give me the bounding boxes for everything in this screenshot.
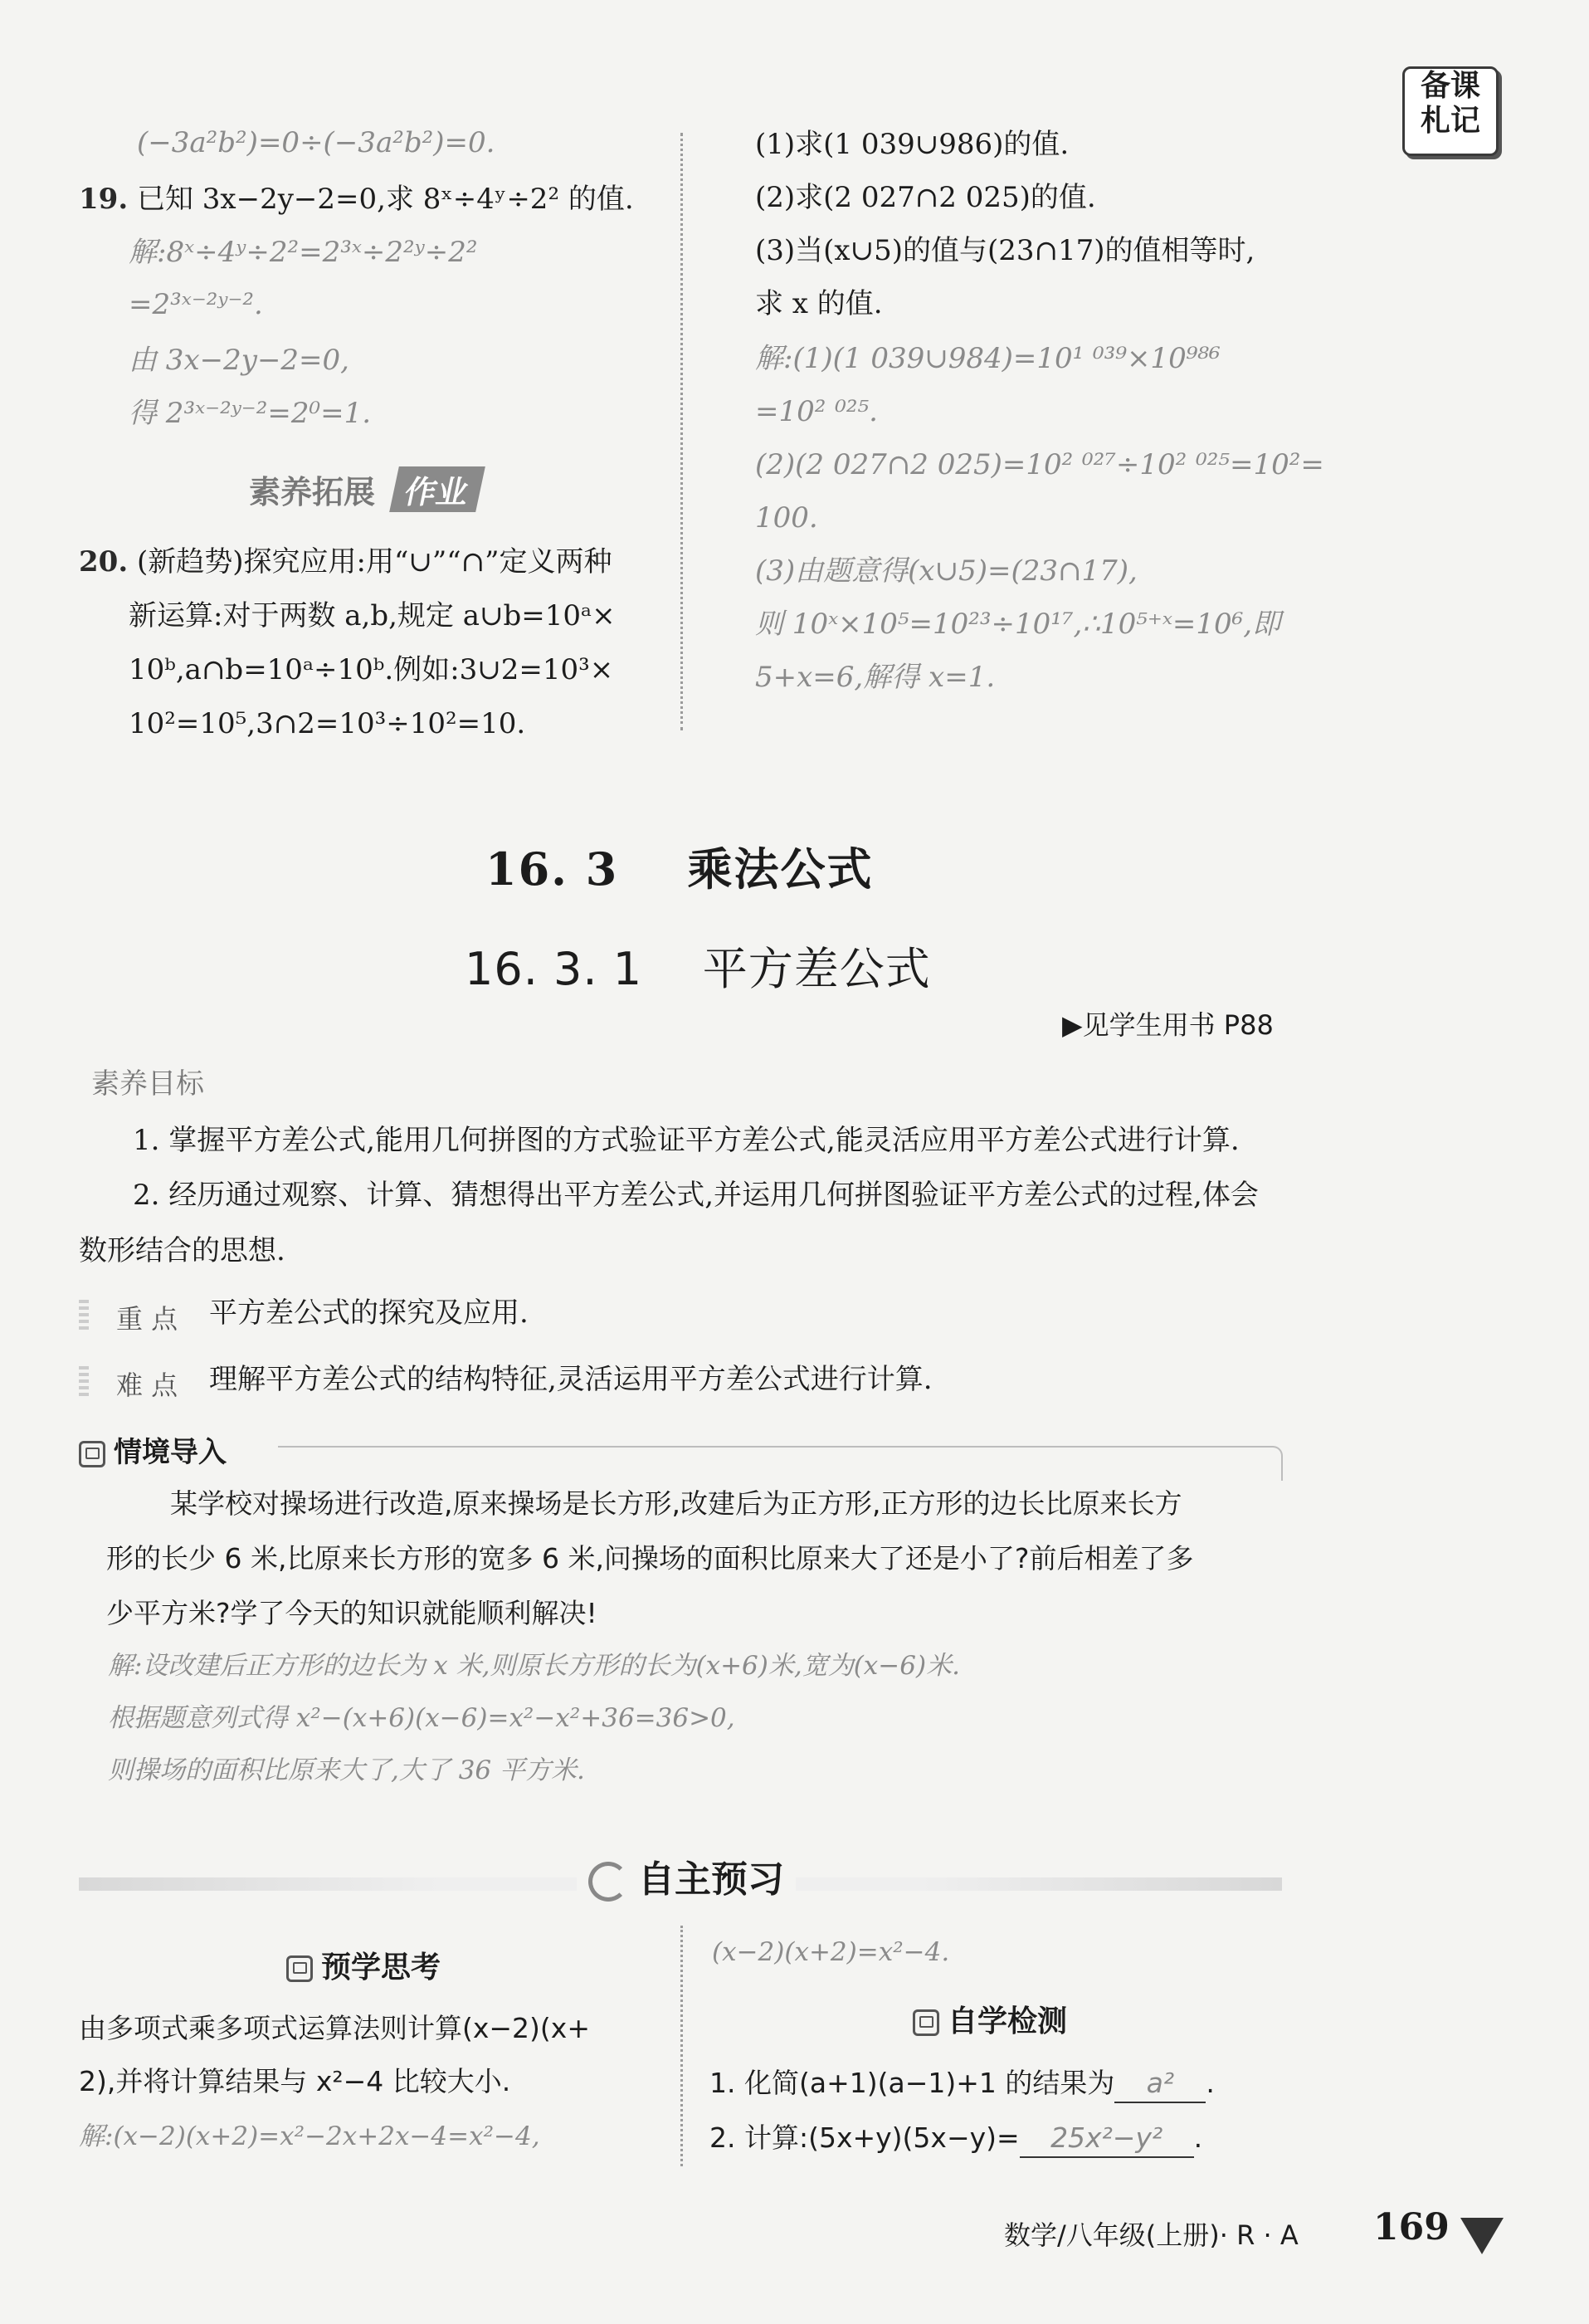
check-item-1	[709, 2065, 1215, 2103]
question-text-line: 10ᵇ,a∩b=10ᵃ÷10ᵇ.例如:3∪2=10³×	[129, 653, 614, 686]
check-item-text: 2. 计算:(5x+y)(5x−y)=	[709, 2121, 1020, 2154]
intro-rule-corner	[1270, 1446, 1283, 1481]
part-2: (2)求(2 027∩2 025)的值.	[755, 181, 1096, 214]
answer-blank: a²	[1114, 2065, 1206, 2103]
intro-text: 某学校对操场进行改造,原来操场是长方形,改建后为正方形,正方形的边长比原来长方	[170, 1487, 1182, 1520]
solution-line: 5+x=6,解得 x=1.	[755, 661, 996, 694]
solution-line: 则 10ˣ×10⁵=10²³÷10¹⁷,∴10⁵⁺ˣ=10⁶,即	[755, 608, 1281, 641]
solution-line: 得 2³ˣ⁻²ʸ⁻²=2⁰=1.	[129, 397, 372, 430]
preview-header	[577, 1849, 796, 1902]
intro-solution: 则操场的面积比原来大了,大了 36 平方米.	[108, 1755, 585, 1785]
part-3-cont: 求 x 的值.	[755, 287, 883, 320]
question-20	[79, 544, 612, 580]
solution-line: =2³ˣ⁻²ʸ⁻².	[129, 288, 263, 321]
badge-line-2: 札记	[1420, 104, 1480, 138]
homework-tag: 作业	[389, 466, 485, 512]
solution-line: 解:(1)(1 039∪984)=10¹ ⁰³⁹×10⁹⁸⁶	[755, 342, 1221, 375]
key-text: 平方差公式的探究及应用.	[209, 1296, 529, 1330]
intro-rule	[278, 1446, 1274, 1448]
section-title: 16. 3. 1 平方差公式	[465, 943, 931, 995]
key-marker	[79, 1300, 89, 1330]
question-number: 19.	[79, 183, 129, 216]
goal-2: 2. 经历通过观察、计算、猜想得出平方差公式,并运用几何拼图验证平方差公式的过程,体会	[133, 1179, 1259, 1212]
question-number: 20.	[79, 545, 129, 579]
column-divider-top	[680, 133, 683, 730]
check-item-end: .	[1193, 2121, 1203, 2154]
preview-title: 自主预习	[638, 1858, 784, 1901]
part-3: (3)当(x∪5)的值与(23∩17)的值相等时,	[755, 234, 1255, 267]
solution-line: 由 3x−2y−2=0,	[129, 344, 349, 377]
intro-header	[79, 1429, 227, 1470]
check-icon	[913, 2009, 939, 2036]
intro-text: 少平方米?学了今天的知识就能顺利解决!	[106, 1597, 597, 1629]
question-text: 已知 3x−2y−2=0,求 8ˣ÷4ʸ÷2² 的值.	[136, 183, 634, 216]
intro-solution: 解:设改建后正方形的边长为 x 米,则原长方形的长为(x+6)米,宽为(x−6)米.	[108, 1651, 960, 1681]
solution-line: 100.	[755, 501, 818, 535]
chapter-title: 16. 3 乘法公式	[485, 842, 874, 896]
goal-1: 1. 掌握平方差公式,能用几何拼图的方式验证平方差公式,能灵活应用平方差公式进行计算.	[133, 1124, 1240, 1157]
check-item-2	[709, 2120, 1202, 2158]
difficulty-marker	[79, 1366, 89, 1396]
goal-2-cont: 数形结合的思想.	[79, 1234, 285, 1267]
solution-line: 解:8ˣ÷4ʸ÷2²=2³ˣ÷2²ʸ÷2²	[129, 236, 478, 269]
difficulty-label: 难 点	[116, 1370, 178, 1401]
think-solution: 解:(x−2)(x+2)=x²−2x+2x−4=x²−4,	[79, 2121, 540, 2151]
intro-solution: 根据题意列式得 x²−(x+6)(x−6)=x²−x²+36=36>0,	[108, 1703, 735, 1733]
think-text: 2),并将计算结果与 x²−4 比较大小.	[79, 2065, 511, 2097]
think-icon	[286, 1955, 313, 1982]
solution-line: (3)由题意得(x∪5)=(23∩17),	[755, 554, 1138, 588]
preview-icon	[588, 1862, 628, 1902]
goals-label: 素养目标	[91, 1067, 204, 1101]
intro-icon	[79, 1441, 105, 1467]
badge-line-1: 备课	[1420, 69, 1480, 103]
think-solution-cont: (x−2)(x+2)=x²−4.	[712, 1937, 950, 1967]
question-text-line: 新运算:对于两数 a,b,规定 a∪b=10ᵃ×	[129, 599, 616, 632]
check-item-text: 1. 化简(a+1)(a−1)+1 的结果为	[709, 2067, 1115, 2099]
think-header	[286, 1944, 441, 1986]
part-1: (1)求(1 039∪986)的值.	[755, 128, 1070, 161]
book-info: 数学/八年级(上册)· R · A	[1004, 2219, 1299, 2251]
answer-blank: 25x²−y²	[1020, 2120, 1194, 2158]
corner-arrow-icon	[1460, 2218, 1504, 2254]
intro-title: 情境导入	[114, 1436, 227, 1469]
question-19	[79, 181, 634, 217]
column-divider-bottom	[680, 1926, 683, 2166]
extension-label: 素养拓展	[249, 474, 376, 510]
extension-header	[249, 466, 480, 512]
check-header	[913, 1998, 1067, 2040]
key-label: 重 点	[116, 1303, 178, 1335]
check-item-end: .	[1206, 2067, 1215, 2099]
difficulty-text: 理解平方差公式的结构特征,灵活运用平方差公式进行计算.	[209, 1363, 933, 1396]
prev-solution-line: (−3a²b²)=0÷(−3a²b²)=0.	[137, 126, 495, 159]
notes-badge	[1402, 66, 1499, 156]
question-text: (新趋势)探究应用:用“∪”“∩”定义两种	[136, 545, 612, 579]
solution-line: (2)(2 027∩2 025)=10² ⁰²⁷÷10² ⁰²⁵=10²=	[755, 448, 1324, 481]
think-title: 预学思考	[321, 1950, 441, 1985]
think-text: 由多项式乘多项式运算法则计算(x−2)(x+	[79, 2012, 590, 2044]
page-number: 169	[1373, 2206, 1450, 2248]
check-title: 自学检测	[948, 2004, 1068, 2038]
intro-text: 形的长少 6 米,比原来长方形的宽多 6 米,问操场的面积比原来大了还是小了?前后相差了多	[106, 1542, 1194, 1575]
solution-line: =10² ⁰²⁵.	[755, 395, 878, 428]
reference-link[interactable]: ▶见学生用书 P88	[1062, 1009, 1274, 1041]
question-text-line: 10²=10⁵,3∩2=10³÷10²=10.	[129, 707, 526, 740]
